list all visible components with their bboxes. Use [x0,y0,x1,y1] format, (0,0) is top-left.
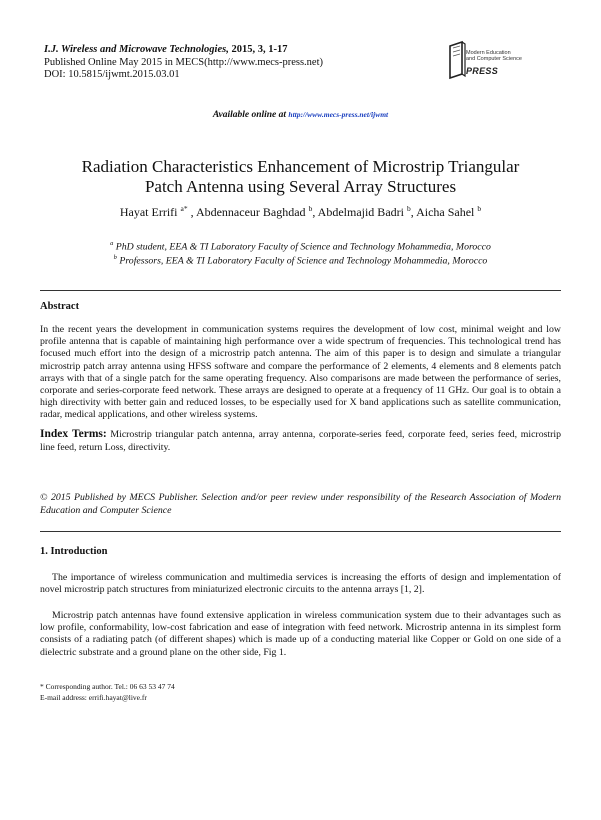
logo-line2: and Computer Science [466,56,522,62]
intro-paragraph: The importance of wireless communication and multimedia services is increasing the efforts of design and implementation of novel microstrip patch structures from miniaturized electronic circuits to the antenna arrays [1, 2]. [40,572,561,596]
affiliation-sup: a [110,240,114,247]
published-line: Published Online May 2015 in MECS(http://www.mecs-press.net) [44,56,324,68]
journal-title: I.J. Wireless and Microwave Technologies, [44,44,229,55]
paper-title [40,157,561,197]
index-terms [40,428,561,454]
affiliation-text: Professors, EEA & TI Laboratory Faculty of Science and Technology Mohammedia, Morocco [119,255,488,267]
email-address: E-mail address: errifi.hayat@live.fr [40,692,147,702]
affiliation [0,240,601,252]
journal-title-line [44,44,323,57]
affiliation-text: PhD student, EEA & TI Laboratory Faculty of Science and Technology Mohammedia, Morocco [115,241,491,253]
index-terms-label: Index Terms: [40,428,107,440]
affiliation [0,254,601,266]
corresponding-author: * Corresponding author. Tel.: 06 63 53 47 74 [40,682,175,691]
doi-line: DOI: 10.5815/ijwmt.2015.03.01 [44,69,180,80]
author-sup: b [406,204,411,213]
introduction-heading: 1. Introduction [40,546,108,557]
author-sup: a* [180,204,188,213]
intro-paragraph: Microstrip patch antennas have found extensive application in wireless communication system due to their advantages such as low profile, conformability, low-cost fabrication and ease of integration with feed network. Microstrip antenna in its simplest form consists of a radiating patch (of different shapes) which is made up of a conducting material like Copper or Gold on one side of a dielectric substrate and a ground plane on the other side, Fig 1. [40,610,561,658]
author-name: Aicha Sahel [416,205,475,219]
author-name: Hayat Errifi [119,205,178,219]
abstract-text: In the recent years the development in communication systems requires the development of low cost, minimal weight and low profile antenna that is capable of maintaining high performance over a wide spectrum of frequencies. This technological trend has focused much effort into the design of a microstrip patch antenna. The aim of this paper is to design and simulate a triangular microstrip patch array antenna using HFSS software and compare the performance of 2 elements, 4 elements and 8 elements patch arrays with that of a single patch for the same operating frequency. Also comparisons are made between the performance of series, corporate and series-corporate feed network. These arrays are designed to operate at a frequency of 11 GHz. Our goal is to obtain a high directivity with better gain and reduced losses, to be especially used for X band applications such as satellite communication, radar, medical applications, and other wireless systems. [40,324,561,421]
author-sup: b [477,204,482,213]
logo-text [466,50,522,62]
author-sup: b [308,204,313,213]
author-name: Abdennaceur Baghdad [195,205,306,219]
book-icon [448,40,468,80]
logo-press: PRESS [466,66,499,76]
abstract-heading: Abstract [40,301,80,312]
footnote [40,682,175,703]
author-list: Hayat Errifi $^{a*}$ , Abdennaceur Baghdad $^b$, Abdelmajid Badri $^b$, Aicha Sahel $^b$ [119,204,482,219]
index-terms-text: Microstrip triangular patch antenna, array antenna, corporate-series feed, corporate feed, series feed, microstrip line feed, return Loss, directivity. [40,429,562,453]
bottom-rule [40,531,561,532]
available-online [0,110,601,120]
copyright-notice: © 2015 Published by MECS Publisher. Selection and/or peer review under responsibility of the Research Association of Modern Education and Computer Science [40,492,561,516]
available-label: Available online at [212,110,287,120]
title-line1: Radiation Characteristics Enhancement of Microstrip Triangular [81,157,520,176]
journal-header [44,44,323,82]
logo-line1: Modern Education [466,50,511,56]
author-name: Abdelmajid Badri [317,205,404,219]
title-line2: Patch Antenna using Several Array Structures [144,177,457,196]
publisher-logo [448,40,568,82]
affiliation-sup: b [113,254,117,261]
journal-url-link[interactable]: http://www.mecs-press.net/ijwmt [288,110,389,119]
journal-volume: 2015, 3, 1-17 [231,44,288,55]
top-rule [40,290,561,291]
